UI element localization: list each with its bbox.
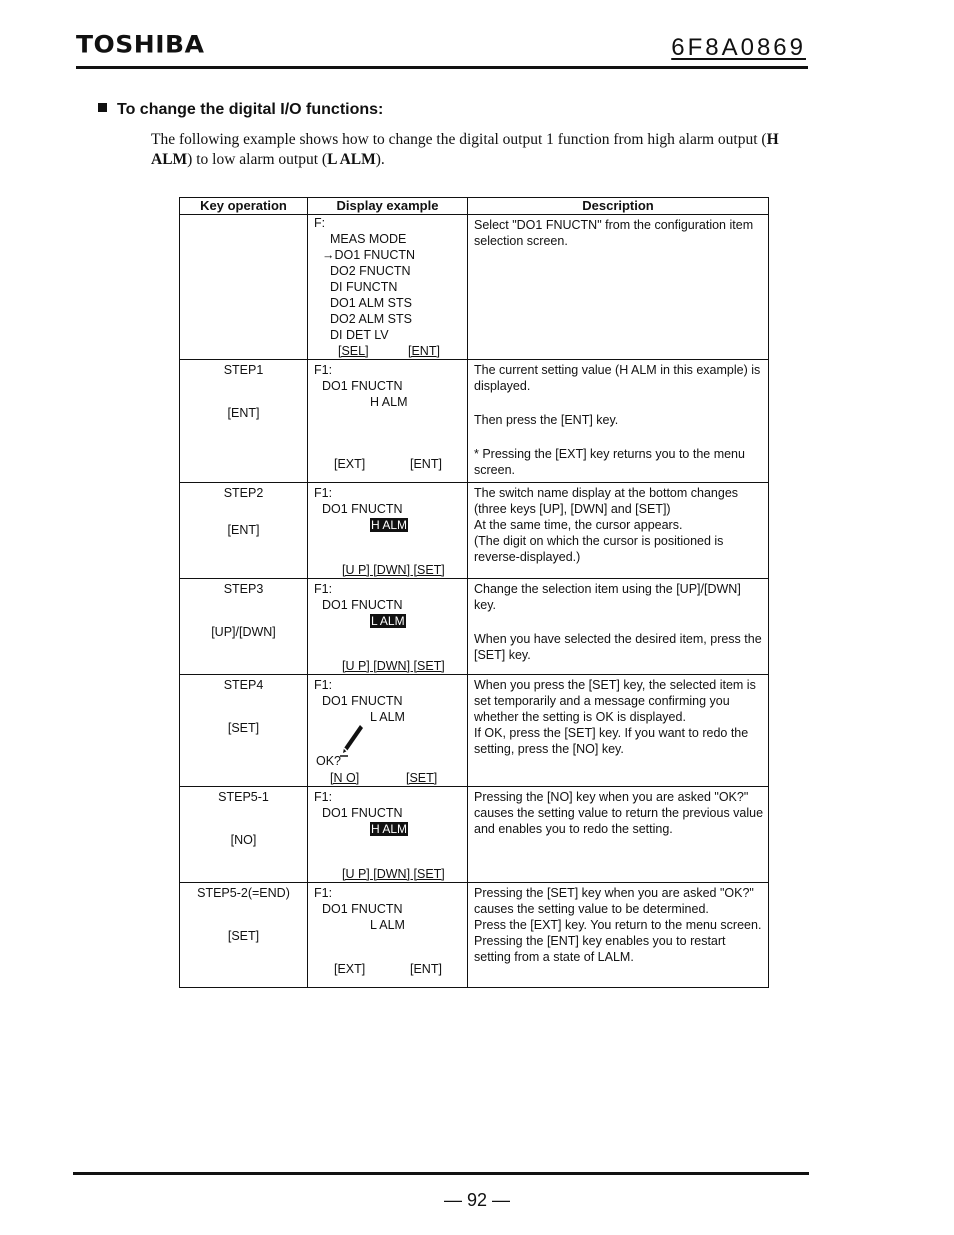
- key-cell: [180, 787, 308, 883]
- footer-rule: [73, 1172, 809, 1175]
- display-cell: [308, 215, 468, 360]
- display-line: F1:: [314, 486, 333, 500]
- description-cell: [468, 675, 769, 787]
- description-text: * Pressing the [EXT] key returns you to the menu screen.: [474, 447, 745, 477]
- display-line: DO1 FNUCTN: [322, 902, 403, 916]
- softkey-up-dwn-set: [U P] [DWN] [SET]: [342, 659, 445, 673]
- section-title-text: To change the digital I/O functions:: [117, 101, 384, 118]
- description-text: The current setting value (H ALM in this example) is displayed.: [474, 363, 761, 393]
- step-label: STEP5-1: [218, 790, 269, 804]
- description-text: Select "DO1 FNUCTN" from the configuration item selection screen.: [474, 218, 754, 248]
- display-line: DO1 FNUCTN: [322, 694, 403, 708]
- description-text: When you press the [SET] key, the selected item is set temporarily and a message confirming you whether the setting is OK is displayed.: [474, 678, 756, 724]
- description-text: Pressing the [ENT] key enables you to restart setting from a state of LALM.: [474, 934, 726, 964]
- key-label: [SET]: [227, 721, 260, 735]
- display-line: F:: [314, 216, 326, 230]
- intro-text-1: The following example shows how to change the digital output 1 function from high alarm output (: [151, 131, 767, 148]
- step-label: STEP4: [223, 678, 264, 692]
- display-cell: [308, 360, 468, 483]
- cursor-highlight: H ALM: [371, 822, 408, 836]
- intro-lalm: L ALM: [327, 151, 376, 168]
- table-row: [180, 883, 769, 988]
- softkey-up-dwn-set: [U P] [DWN] [SET]: [342, 867, 445, 881]
- key-label: [UP]/[DWN]: [211, 625, 276, 639]
- display-line: H ALM: [370, 395, 408, 409]
- pencil-icon: [338, 723, 364, 759]
- table-row: [180, 787, 769, 883]
- header-rule: [76, 66, 808, 69]
- key-cell: [180, 215, 308, 360]
- description-text: Press the [EXT] key. You return to the menu screen.: [474, 918, 762, 932]
- display-cell: [308, 883, 468, 988]
- description-cell: [468, 483, 769, 579]
- display-line: DO1 FNUCTN: [322, 598, 403, 612]
- table-row: [180, 483, 769, 579]
- display-line: →DO1 FNUCTN: [322, 248, 416, 262]
- softkey-sel: [SEL]: [338, 344, 369, 358]
- softkey-set: [SET]: [406, 771, 438, 785]
- description-text: Pressing the [NO] key when you are asked "OK?" causes the setting value to return the previous value and enables you to redo the setting.: [474, 790, 764, 836]
- key-cell: [180, 360, 308, 483]
- intro-text-2: ) to low alarm output (: [187, 151, 328, 168]
- display-line: F1:: [314, 886, 333, 900]
- table-row: [180, 579, 769, 675]
- description-cell: [468, 215, 769, 360]
- softkey-ent: [ENT]: [410, 457, 442, 471]
- description-cell: [468, 360, 769, 483]
- softkey-up-dwn-set: [U P] [DWN] [SET]: [342, 563, 445, 577]
- display-line: DO1 FNUCTN: [322, 502, 403, 516]
- step-label: STEP3: [223, 582, 264, 596]
- display-line: DO1 ALM STS: [330, 296, 412, 310]
- table-row: [180, 215, 769, 360]
- table-row: [180, 360, 769, 483]
- display-line: MEAS MODE: [330, 232, 407, 246]
- display-line: DI FUNCTN: [330, 280, 398, 294]
- key-label: [SET]: [227, 929, 260, 943]
- key-label: [ENT]: [227, 523, 260, 537]
- display-line: F1:: [314, 582, 333, 596]
- description-text: Change the selection item using the [UP]/[DWN] key.: [474, 582, 741, 612]
- description-cell: [468, 579, 769, 675]
- header-display-example: Display example: [308, 198, 468, 215]
- table-header-row: [180, 198, 769, 215]
- description-text: Then press the [ENT] key.: [474, 413, 619, 427]
- key-cell: [180, 883, 308, 988]
- toshiba-logo: TOSHIBA: [76, 30, 205, 59]
- key-cell: [180, 675, 308, 787]
- step-label: STEP2: [223, 486, 264, 500]
- cursor-highlight: H ALM: [371, 518, 408, 532]
- display-line: DI DET LV: [330, 328, 389, 342]
- display-line: L ALM: [370, 710, 405, 724]
- display-line: DO1 FNUCTN: [322, 806, 403, 820]
- display-cell: [308, 675, 468, 787]
- softkey-ent: [ENT]: [410, 962, 442, 976]
- softkey-no: [N O]: [330, 771, 360, 785]
- display-line: F1:: [314, 790, 333, 804]
- display-cell: [308, 483, 468, 579]
- description-text: (The digit on which the cursor is positioned is reverse-displayed.): [474, 534, 724, 564]
- display-line: DO1 FNUCTN: [322, 379, 403, 393]
- step-label: STEP1: [223, 363, 264, 377]
- display-line: DO2 ALM STS: [330, 312, 412, 326]
- intro-halm: H ALM: [151, 131, 779, 168]
- display-line: F1:: [314, 363, 333, 377]
- softkey-ext: [EXT]: [334, 457, 366, 471]
- key-label: [NO]: [230, 833, 257, 847]
- description-text: The switch name display at the bottom changes (three keys [UP], [DWN] and [SET]): [474, 486, 739, 516]
- page-number: — 92 —: [443, 1190, 511, 1210]
- intro-text-3: ).: [375, 151, 385, 168]
- header-key-operation: Key operation: [180, 198, 308, 215]
- softkey-ent: [ENT]: [408, 344, 440, 358]
- section-title: [98, 101, 383, 119]
- table-row: [180, 675, 769, 787]
- header-description: Description: [468, 198, 769, 215]
- document-number: 6F8A0869: [671, 34, 806, 61]
- display-line: OK?: [316, 754, 342, 768]
- description-text: When you have selected the desired item, press the [SET] key.: [474, 632, 762, 662]
- display-cell: [308, 787, 468, 883]
- softkey-ext: [EXT]: [334, 962, 366, 976]
- display-line: L ALM: [370, 918, 405, 932]
- key-operation-table: [179, 197, 769, 988]
- description-cell: [468, 787, 769, 883]
- key-cell: [180, 579, 308, 675]
- step-label: STEP5-2(=END): [197, 886, 290, 900]
- key-label: [ENT]: [227, 406, 260, 420]
- display-line: DO2 FNUCTN: [330, 264, 411, 278]
- description-text: If OK, press the [SET] key. If you want to redo the setting, press the [NO] key.: [474, 726, 749, 756]
- display-line: F1:: [314, 678, 333, 692]
- display-cell: [308, 579, 468, 675]
- description-text: Pressing the [SET] key when you are asked "OK?" causes the setting value to be determined.: [474, 886, 754, 916]
- key-cell: [180, 483, 308, 579]
- intro-paragraph: [151, 130, 811, 170]
- cursor-highlight: L ALM: [371, 614, 405, 628]
- description-text: At the same time, the cursor appears.: [474, 518, 683, 532]
- description-cell: [468, 883, 769, 988]
- square-bullet-icon: [98, 103, 107, 112]
